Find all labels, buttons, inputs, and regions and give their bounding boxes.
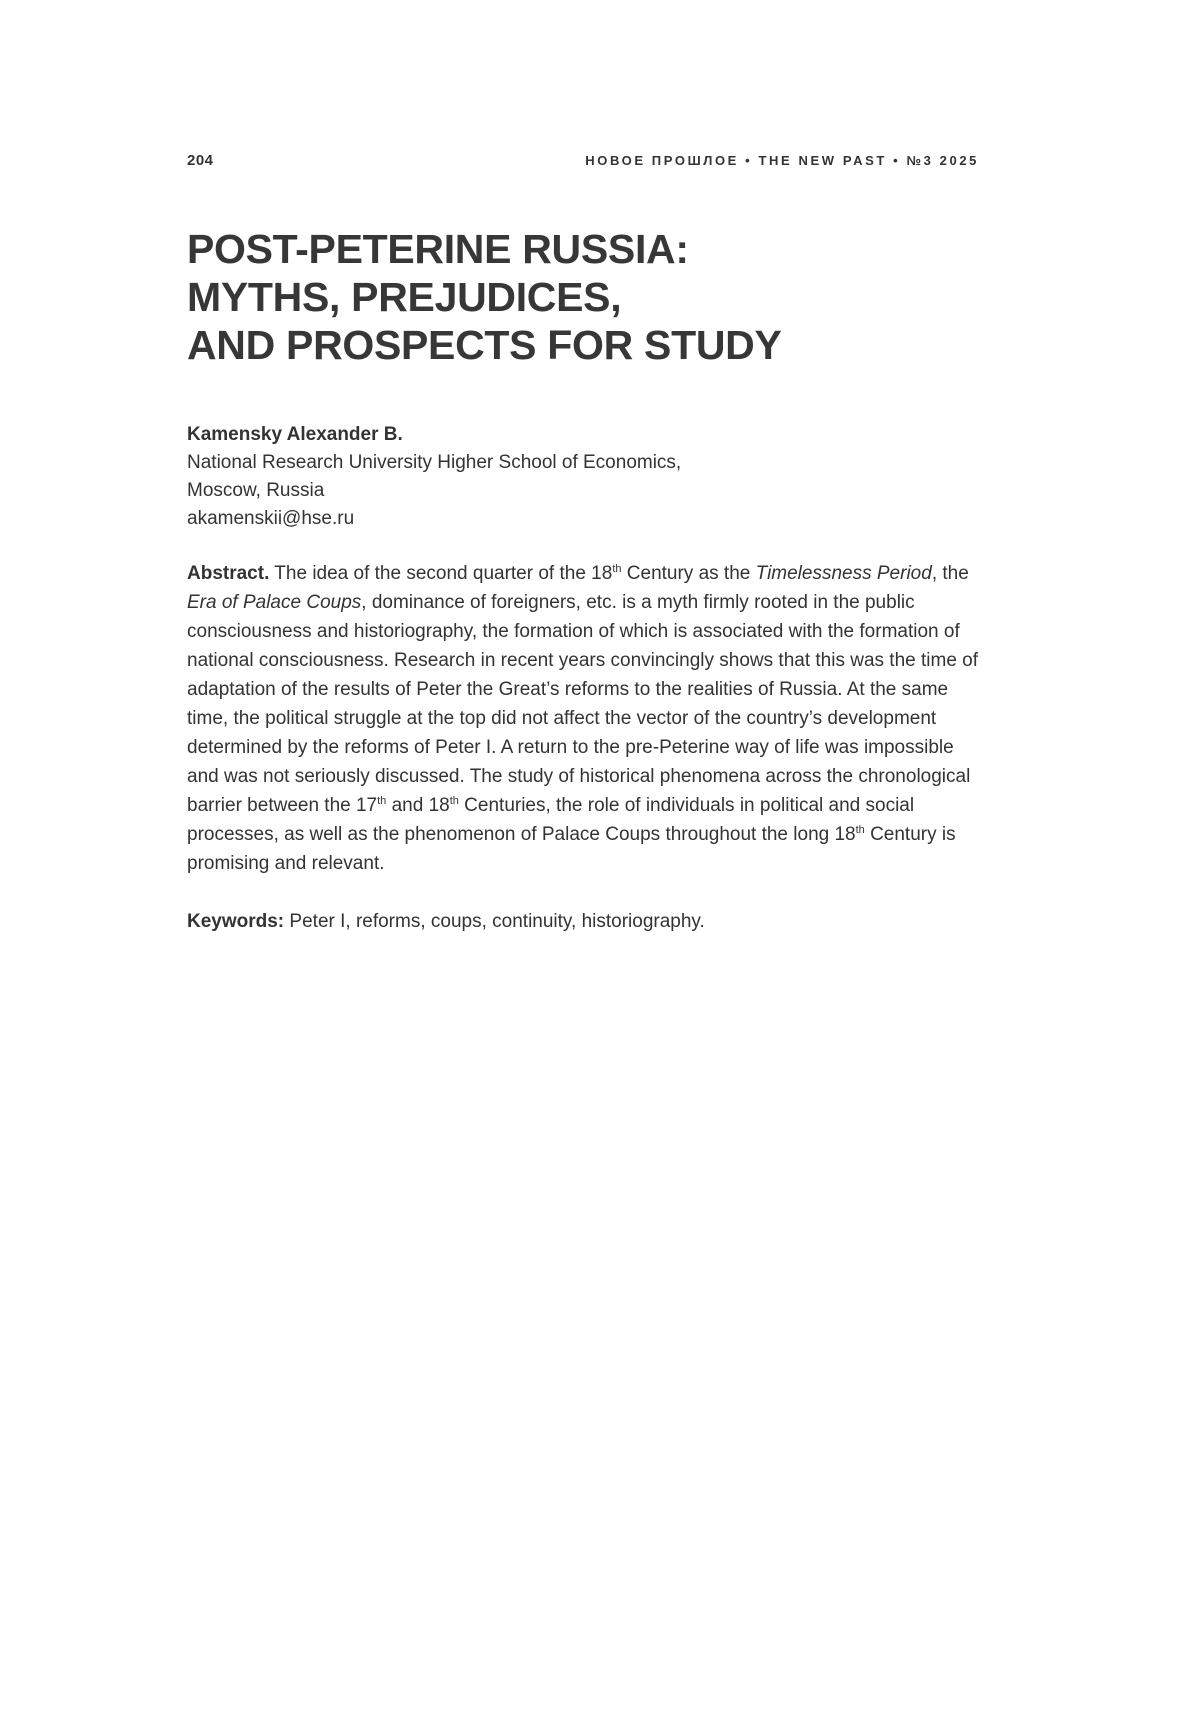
abstract-paragraph	[187, 559, 979, 878]
article-title-line-1: POST-PETERINE RUSSIA:	[187, 226, 689, 272]
author-name: Kamensky Alexander B.	[187, 424, 403, 445]
article-title-line-3: AND PROSPECTS FOR STUDY	[187, 322, 782, 368]
article-title	[187, 225, 979, 369]
abstract-label: Abstract.	[187, 563, 270, 584]
keywords-label: Keywords:	[187, 911, 285, 932]
author-city: Moscow, Russia	[187, 480, 325, 501]
author-email: akamenskii@hse.ru	[187, 508, 355, 529]
running-header	[187, 152, 979, 169]
author-affiliation: National Research University Higher School of Economics,	[187, 452, 682, 473]
author-block	[187, 421, 979, 533]
article-title-line-2: MYTHS, PREJUDICES,	[187, 274, 622, 320]
abstract-text: The idea of the second quarter of the 18th Century as the Timelessness Period, the Era of Palace Coups, dominance of foreigners, etc. is a myth firmly rooted in the public consciousness and historiography, the formation of which is associated with the formation of national consciousness. Research in recent years convincingly shows that this was the time of adaptation of the results of Peter the Great’s reforms to the realities of Russia. At the same time, the political struggle at the top did not affect the vector of the country’s development determined by the reforms of Peter I. A return to the pre-Peterine way of life was impossible and was not seriously discussed. The study of historical phenomena across the chronological barrier between the 17th and 18th Centuries, the role of individuals in political and social processes, as well as the phenomenon of Palace Coups throughout the long 18th Century is promising and relevant.	[187, 563, 979, 874]
page-number: 204	[187, 152, 214, 169]
keywords-text: Peter I, reforms, coups, continuity, historiography.	[284, 911, 705, 932]
journal-running-title: НОВОЕ ПРОШЛОЕ • THE NEW PAST • №3 2025	[585, 153, 979, 168]
page-content	[187, 0, 979, 936]
keywords-paragraph	[187, 907, 979, 936]
